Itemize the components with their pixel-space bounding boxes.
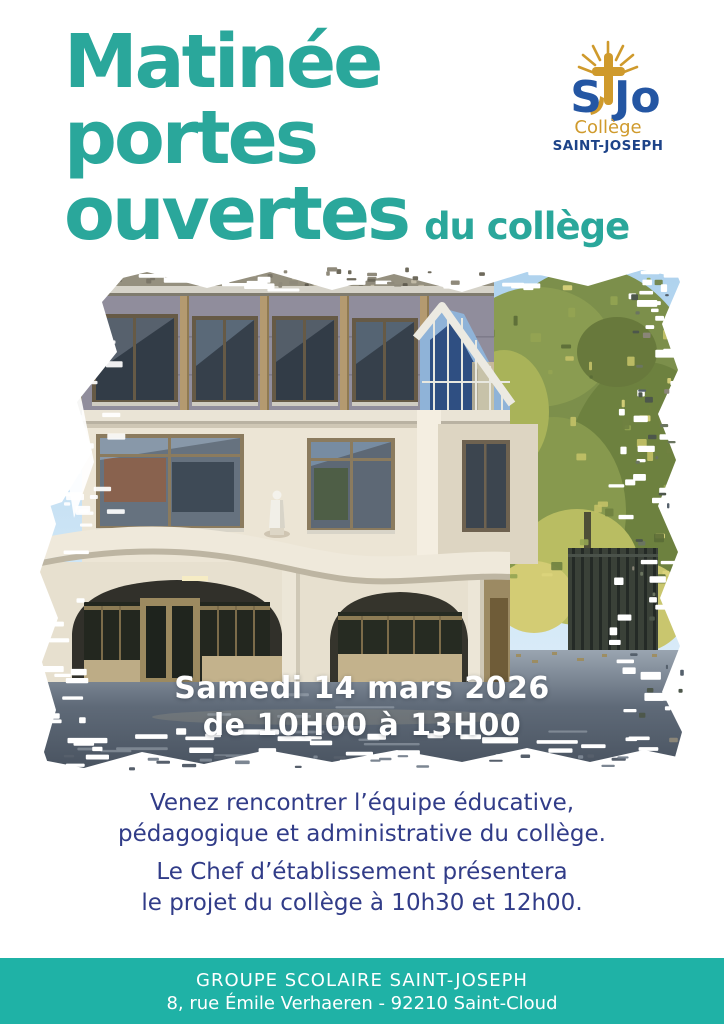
- presentation-paragraph: [0, 857, 724, 919]
- title-line-1: Matinée: [64, 19, 381, 105]
- title-suffix: du collège: [424, 205, 630, 248]
- poster-title: [64, 19, 630, 265]
- event-date-line-1: Samedi 14 mars 2026: [174, 671, 550, 706]
- svg-text:S: S: [570, 72, 602, 123]
- event-date: [32, 670, 692, 744]
- intro-line-1: Venez rencontrer l’équipe éducative,: [149, 790, 575, 816]
- logo-subtitle: Collège: [574, 117, 642, 138]
- svg-text:Jo: Jo: [614, 72, 661, 123]
- intro-paragraph: [0, 788, 724, 850]
- upper-windows: [92, 314, 418, 406]
- footer-bar: [0, 958, 724, 1024]
- presentation-line-2: le projet du collège à 10h30 et 12h00.: [141, 890, 583, 916]
- presentation-line-1: Le Chef d’établissement présentera: [156, 859, 568, 885]
- logo-name: SAINT-JOSEPH: [552, 138, 664, 154]
- footer-school-group: GROUPE SCOLAIRE SAINT-JOSEPH: [196, 970, 528, 991]
- title-line-2: portes: [64, 95, 316, 181]
- school-building-photo: [32, 262, 692, 775]
- intro-line-2: pédagogique et administrative du collège.: [118, 821, 606, 847]
- stjo-cross-icon: [552, 36, 664, 164]
- footer-address: 8, rue Émile Verhaeren - 92210 Saint-Cloud: [166, 993, 558, 1014]
- school-logo: [552, 36, 664, 164]
- event-date-line-2: de 10H00 à 13H00: [202, 708, 522, 743]
- title-line-3: ouvertes: [64, 171, 409, 257]
